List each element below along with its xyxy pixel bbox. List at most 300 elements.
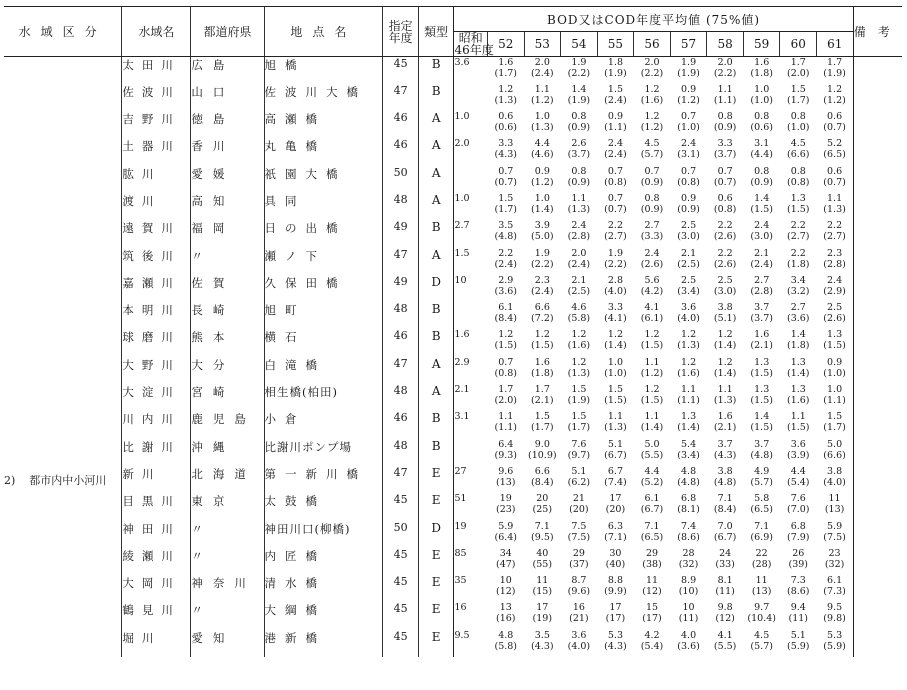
value-cell [670, 57, 707, 84]
annual-average: 1.1 [827, 192, 843, 204]
percentile-75-value: (9.6) [567, 586, 591, 598]
annual-average: 6.7 [607, 465, 623, 477]
annual-average: 1.1 [607, 411, 623, 423]
percentile-75-value: (1.3) [713, 395, 737, 407]
value-cell [707, 630, 744, 657]
percentile-75-value: (3.9) [786, 449, 810, 461]
value-cell [670, 548, 707, 575]
table-row [4, 275, 902, 302]
percentile-75-value: (10) [678, 586, 699, 598]
site-name: 久保田橋 [264, 275, 383, 302]
value-cell [670, 466, 707, 493]
percentile-75-value: (3.4) [677, 449, 700, 461]
percentile-75-value: (6.7) [604, 449, 627, 461]
value-cell [561, 630, 598, 657]
designated-year: 46 [383, 329, 419, 356]
percentile-75-value: (0.7) [713, 176, 737, 188]
value-cell [670, 248, 707, 275]
table-row [4, 357, 902, 384]
percentile-75-value: (1.1) [677, 395, 700, 407]
percentile-75-value: (5.7) [640, 149, 664, 161]
annual-average: 1.2 [571, 356, 587, 368]
percentile-75-value: (0.9) [750, 176, 773, 188]
annual-average: 1.5 [607, 384, 623, 396]
remarks-cell [853, 575, 902, 602]
annual-average: 0.7 [681, 111, 697, 123]
percentile-75-value: (13) [824, 504, 845, 516]
annual-average: 4.4 [534, 138, 550, 150]
value-cell [743, 630, 780, 657]
annual-average: 1.7 [498, 384, 514, 396]
percentile-75-value: (8.4) [531, 476, 554, 488]
percentile-75-value: (0.8) [786, 176, 810, 188]
annual-average: 11 [828, 493, 841, 505]
value-cell [487, 329, 524, 356]
value-showa46: 3.1 [454, 411, 488, 438]
annual-average: 5.9 [827, 520, 843, 532]
value-cell [597, 384, 634, 411]
table-row [4, 138, 902, 165]
annual-average: 2.2 [607, 220, 623, 232]
annual-average: 3.3 [498, 138, 514, 150]
value-cell [780, 466, 817, 493]
value-cell [707, 384, 744, 411]
annual-average: 1.4 [754, 192, 770, 204]
value-cell [487, 248, 524, 275]
annual-average: 4.2 [644, 629, 660, 641]
percentile-75-value: (1.5) [750, 367, 773, 379]
designated-year: 46 [383, 111, 419, 138]
river-name: 吉野川 [122, 111, 191, 138]
value-cell [780, 357, 817, 384]
value-cell [817, 466, 854, 493]
percentile-75-value: (20) [605, 504, 626, 516]
percentile-75-value: (1.3) [677, 340, 700, 352]
annual-average: 2.0 [534, 57, 550, 68]
annual-average: 7.1 [534, 520, 550, 532]
percentile-75-value: (1.8) [786, 258, 810, 270]
value-cell [487, 411, 524, 438]
percentile-75-value: (11) [788, 613, 808, 625]
annual-average: 1.9 [571, 57, 587, 68]
value-cell [524, 57, 561, 84]
value-cell [670, 384, 707, 411]
percentile-75-value: (1.5) [786, 203, 810, 215]
table-body [4, 57, 902, 658]
percentile-75-value: (4.1) [604, 313, 627, 325]
value-cell [780, 248, 817, 275]
percentile-75-value: (21) [569, 613, 589, 625]
percentile-75-value: (17) [605, 613, 626, 625]
value-cell [597, 521, 634, 548]
annual-average: 21 [572, 493, 585, 505]
annual-average: 4.0 [681, 629, 697, 641]
percentile-75-value: (3.3) [640, 231, 664, 243]
value-cell [487, 166, 524, 193]
annual-average: 2.5 [717, 274, 733, 286]
remarks-cell [853, 630, 902, 657]
value-cell [817, 521, 854, 548]
value-cell [743, 193, 780, 220]
value-cell [487, 493, 524, 520]
annual-average: 2.3 [827, 247, 843, 259]
value-cell [597, 57, 634, 84]
value-cell [561, 466, 598, 493]
river-name: 渡川 [122, 193, 191, 220]
percentile-75-value: (4.6) [531, 149, 554, 161]
table-row [4, 439, 902, 466]
percentile-75-value: (1.3) [604, 422, 627, 434]
value-cell [780, 384, 817, 411]
value-cell [780, 138, 817, 165]
annual-average: 10 [499, 575, 512, 587]
percentile-75-value: (39) [788, 558, 808, 570]
annual-average: 2.5 [827, 302, 843, 314]
percentile-75-value: (19) [532, 613, 553, 625]
annual-average: 1.2 [644, 384, 660, 396]
table-row [4, 384, 902, 411]
percentile-75-value: (2.7) [786, 231, 810, 243]
prefecture-name: 徳島 [191, 111, 264, 138]
value-cell [670, 329, 707, 356]
prefecture-name: 北海道 [191, 466, 264, 493]
percentile-75-value: (5.5) [640, 449, 664, 461]
value-cell [780, 57, 817, 84]
value-cell [670, 111, 707, 138]
river-name: 堀川 [122, 630, 191, 657]
designated-year: 49 [383, 220, 419, 247]
percentile-75-value: (8.4) [713, 504, 737, 516]
annual-average: 2.2 [717, 220, 733, 232]
prefecture-name: 佐賀 [191, 275, 264, 302]
prefecture-name: 福岡 [191, 220, 264, 247]
percentile-75-value: (6.1) [640, 313, 664, 325]
value-cell [670, 302, 707, 329]
value-cell [487, 466, 524, 493]
annual-average: 1.1 [498, 411, 514, 423]
annual-average: 1.5 [607, 83, 623, 95]
value-cell [780, 111, 817, 138]
annual-average: 1.2 [571, 329, 587, 341]
value-showa46 [454, 84, 488, 111]
annual-average: 26 [792, 547, 805, 559]
value-cell [707, 493, 744, 520]
value-cell [817, 302, 854, 329]
annual-average: 2.4 [571, 220, 587, 232]
percentile-75-value: (3.6) [494, 285, 518, 297]
remarks-cell [853, 493, 902, 520]
value-cell [561, 439, 598, 466]
value-cell [780, 220, 817, 247]
value-cell [670, 138, 707, 165]
percentile-75-value: (0.9) [567, 122, 591, 134]
annual-average: 0.9 [681, 83, 697, 95]
remarks-cell [853, 329, 902, 356]
annual-average: 1.4 [754, 411, 770, 423]
percentile-75-value: (2.2) [531, 258, 554, 270]
water-type: E [418, 548, 454, 575]
river-name: 本明川 [122, 302, 191, 329]
annual-average: 2.8 [607, 274, 623, 286]
annual-average: 5.0 [827, 438, 843, 450]
percentile-75-value: (1.4) [531, 203, 554, 215]
table-header [4, 7, 902, 57]
value-cell [561, 57, 598, 84]
value-showa46: 2.0 [454, 138, 488, 165]
annual-average: 7.3 [790, 575, 806, 587]
percentile-75-value: (6.2) [567, 476, 591, 488]
annual-average: 4.1 [717, 629, 733, 641]
annual-average: 6.8 [681, 493, 697, 505]
value-cell [743, 302, 780, 329]
value-cell [743, 138, 780, 165]
value-cell [707, 84, 744, 111]
annual-average: 1.6 [754, 329, 770, 341]
percentile-75-value: (8.6) [677, 531, 700, 543]
annual-average: 3.6 [790, 438, 806, 450]
header-year-61: 61 [817, 32, 854, 57]
percentile-75-value: (16) [495, 613, 516, 625]
header-year-59: 59 [743, 32, 780, 57]
annual-average: 4.8 [681, 465, 697, 477]
percentile-75-value: (2.9) [823, 285, 846, 297]
site-name: 小倉 [264, 411, 383, 438]
percentile-75-value: (0.9) [713, 122, 737, 134]
annual-average: 20 [536, 493, 549, 505]
value-cell [524, 357, 561, 384]
value-cell [524, 111, 561, 138]
value-cell [817, 548, 854, 575]
annual-average: 11 [755, 575, 768, 587]
percentile-75-value: (1.2) [677, 94, 700, 106]
river-name: 遠賀川 [122, 220, 191, 247]
percentile-75-value: (2.2) [640, 68, 664, 79]
annual-average: 0.8 [790, 165, 806, 177]
percentile-75-value: (25) [532, 504, 553, 516]
remarks-cell [853, 302, 902, 329]
percentile-75-value: (1.3) [567, 203, 591, 215]
annual-average: 6.1 [498, 302, 514, 314]
site-name: 大綱橋 [264, 602, 383, 629]
annual-average: 1.1 [717, 384, 733, 396]
header-designated-year: 指定 年度 [383, 7, 419, 57]
annual-average: 1.3 [681, 411, 697, 423]
annual-average: 1.2 [717, 356, 733, 368]
annual-average: 3.8 [827, 465, 843, 477]
value-cell [634, 166, 671, 193]
prefecture-name: 愛知 [191, 630, 264, 657]
annual-average: 4.5 [644, 138, 660, 150]
percentile-75-value: (12) [715, 613, 735, 625]
percentile-75-value: (3.7) [713, 149, 737, 161]
header-remarks: 備考 [853, 7, 902, 57]
annual-average: 23 [828, 547, 841, 559]
value-cell [597, 193, 634, 220]
annual-average: 0.9 [681, 192, 697, 204]
percentile-75-value: (11) [715, 586, 735, 598]
value-cell [487, 302, 524, 329]
annual-average: 1.2 [607, 329, 623, 341]
value-cell [817, 111, 854, 138]
header-site-name: 地点名 [264, 7, 383, 57]
annual-average: 3.9 [534, 220, 550, 232]
annual-average: 7.5 [571, 520, 587, 532]
percentile-75-value: (5.4) [640, 640, 664, 652]
annual-average: 1.2 [644, 83, 660, 95]
percentile-75-value: (1.7) [531, 422, 554, 434]
percentile-75-value: (1.1) [713, 94, 737, 106]
annual-average: 1.5 [571, 411, 587, 423]
percentile-75-value: (1.4) [713, 340, 737, 352]
percentile-75-value: (1.1) [494, 422, 518, 434]
river-name: 筑後川 [122, 248, 191, 275]
water-type: B [418, 57, 454, 84]
header-year-58: 58 [707, 32, 744, 57]
value-cell [707, 575, 744, 602]
annual-average: 1.8 [607, 57, 623, 68]
river-name: 大淀川 [122, 384, 191, 411]
annual-average: 16 [572, 602, 585, 614]
prefecture-name: 高知 [191, 193, 264, 220]
value-cell [597, 329, 634, 356]
percentile-75-value: (12) [495, 586, 516, 598]
annual-average: 1.5 [790, 83, 806, 95]
river-name: 目黒川 [122, 493, 191, 520]
value-cell [817, 84, 854, 111]
value-cell [817, 138, 854, 165]
value-cell [707, 357, 744, 384]
percentile-75-value: (0.9) [567, 176, 591, 188]
water-type: A [418, 193, 454, 220]
annual-average: 3.4 [790, 274, 806, 286]
percentile-75-value: (6.5) [823, 149, 846, 161]
percentile-75-value: (2.0) [494, 395, 518, 407]
value-cell [634, 193, 671, 220]
percentile-75-value: (1.9) [567, 395, 591, 407]
annual-average: 1.3 [790, 356, 806, 368]
remarks-cell [853, 384, 902, 411]
value-cell [634, 302, 671, 329]
water-type: A [418, 138, 454, 165]
value-cell [597, 602, 634, 629]
designated-year: 47 [383, 248, 419, 275]
value-cell [707, 193, 744, 220]
annual-average: 5.9 [498, 520, 514, 532]
site-name: 神田川口(柳橋) [264, 521, 383, 548]
percentile-75-value: (2.4) [531, 285, 554, 297]
percentile-75-value: (2.5) [677, 258, 700, 270]
annual-average: 6.1 [644, 493, 660, 505]
value-cell [487, 602, 524, 629]
annual-average: 1.6 [754, 57, 770, 68]
value-cell [743, 329, 780, 356]
value-cell [634, 521, 671, 548]
percentile-75-value: (3.0) [677, 231, 700, 243]
prefecture-name: 熊本 [191, 329, 264, 356]
percentile-75-value: (9.9) [604, 586, 627, 598]
table-row [4, 548, 902, 575]
annual-average: 0.9 [827, 356, 843, 368]
annual-average: 1.6 [717, 411, 733, 423]
table-row [4, 57, 902, 84]
annual-average: 0.7 [498, 165, 514, 177]
water-type: A [418, 166, 454, 193]
percentile-75-value: (4.8) [677, 476, 700, 488]
annual-average: 9.5 [827, 602, 843, 614]
percentile-75-value: (23) [495, 504, 516, 516]
annual-average: 7.1 [717, 493, 733, 505]
designated-year: 49 [383, 275, 419, 302]
annual-average: 1.1 [644, 411, 660, 423]
value-cell [670, 521, 707, 548]
annual-average: 2.0 [717, 57, 733, 68]
percentile-75-value: (38) [642, 558, 662, 570]
percentile-75-value: (0.8) [494, 367, 518, 379]
value-cell [597, 439, 634, 466]
water-type: E [418, 630, 454, 657]
percentile-75-value: (1.0) [677, 122, 700, 134]
value-cell [780, 548, 817, 575]
river-name: 神田川 [122, 521, 191, 548]
site-name: 丸亀橋 [264, 138, 383, 165]
value-showa46: 27 [454, 466, 488, 493]
annual-average: 1.1 [571, 192, 587, 204]
annual-average: 1.1 [717, 83, 733, 95]
table-row [4, 193, 902, 220]
annual-average: 2.2 [790, 220, 806, 232]
value-cell [780, 439, 817, 466]
value-cell [634, 439, 671, 466]
value-cell [743, 575, 780, 602]
category-label: 都市内中小河川 [29, 473, 107, 487]
percentile-75-value: (3.7) [567, 149, 591, 161]
annual-average: 17 [609, 493, 622, 505]
header-year-60: 60 [780, 32, 817, 57]
annual-average: 2.6 [571, 138, 587, 150]
annual-average: 0.9 [534, 165, 550, 177]
value-cell [780, 329, 817, 356]
percentile-75-value: (4.3) [531, 640, 554, 652]
value-cell [561, 248, 598, 275]
percentile-75-value: (1.7) [567, 422, 591, 434]
designated-year: 48 [383, 439, 419, 466]
value-cell [561, 329, 598, 356]
value-cell [634, 548, 671, 575]
percentile-75-value: (2.8) [567, 231, 591, 243]
designated-year: 47 [383, 84, 419, 111]
percentile-75-value: (1.0) [750, 94, 773, 106]
value-cell [561, 521, 598, 548]
river-name: 肱川 [122, 166, 191, 193]
value-cell [524, 166, 561, 193]
annual-average: 0.8 [754, 165, 770, 177]
percentile-75-value: (9.8) [823, 613, 846, 625]
value-cell [707, 521, 744, 548]
designated-year: 45 [383, 57, 419, 84]
value-cell [634, 84, 671, 111]
annual-average: 2.4 [644, 247, 660, 259]
percentile-75-value: (2.8) [750, 285, 773, 297]
percentile-75-value: (3.1) [677, 149, 700, 161]
percentile-75-value: (1.4) [677, 422, 700, 434]
percentile-75-value: (2.8) [823, 258, 846, 270]
percentile-75-value: (6.7) [640, 504, 664, 516]
value-cell [487, 220, 524, 247]
percentile-75-value: (1.0) [604, 367, 627, 379]
table-row [4, 166, 902, 193]
percentile-75-value: (2.4) [494, 258, 518, 270]
value-showa46: 19 [454, 521, 488, 548]
